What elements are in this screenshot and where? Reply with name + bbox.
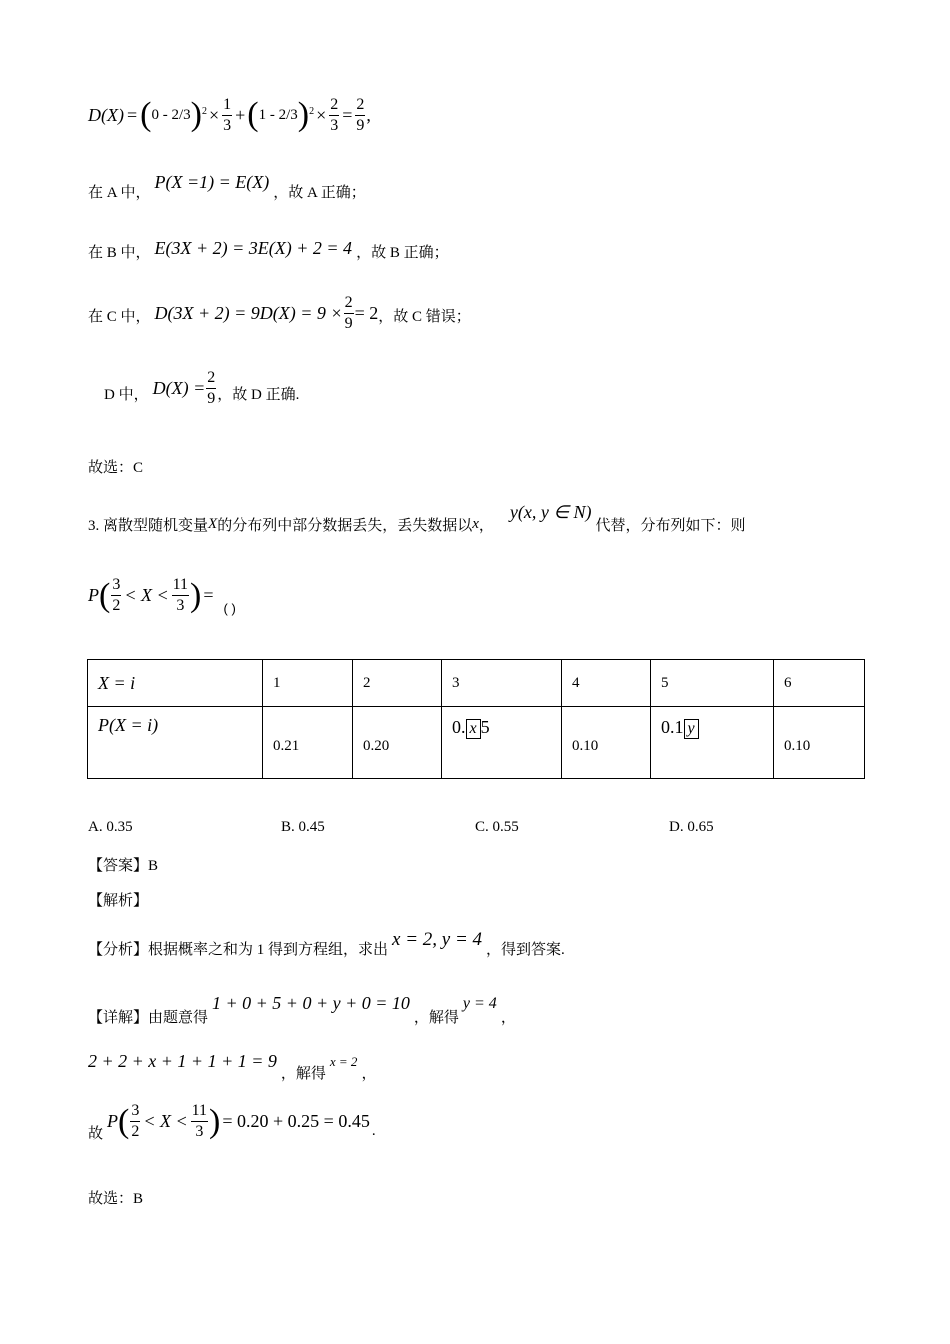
d-expr-left: D(X) = [152,378,206,398]
c-expr-right: = 2 [354,303,379,323]
eq2-expr2: x = 2 [329,1053,358,1069]
table-header-row [88,660,865,707]
answer-blank: ( ) [223,601,236,616]
final-rhs: = 0.20 + 0.25 = 0.45 [222,1111,370,1131]
c-frac: $\frac{2}{9}$ [344,294,353,332]
table-cell-x: 0. x 5 [442,707,562,779]
option-a-analysis: 在 A 中， P(X =1) = E(X) ，故 A 正确； [88,172,366,201]
table-cell-y: 0.1 y [651,707,774,779]
dx-term1: 0 - 2/3 [151,106,191,123]
xiangjie-line: 【详解】由题意得 1 + 0 + 5 + 0 + y + 0 = 10 ，解得 y = 4 ， [88,993,516,1026]
d-frac: $\frac{2}{9}$ [207,369,216,407]
missing-y-box: y [684,719,699,739]
option-a: A. 0.35 [88,819,133,835]
analysis-title: 【解析】 [88,893,149,909]
table-cell: 0.10 [774,707,865,779]
dx-exp2: 2 [309,105,315,117]
dx-exp1: 2 [201,105,207,117]
question-3-stem: 3. 离散型随机变量 X 的分布列中部分数据丢失，丢失数据以 x ， y(x, y ∈ N) 代替，分布列如下：则 [88,502,746,534]
dx-frac1: $\frac{1}{3}$ [223,95,232,134]
dx-result: $\frac{2}{9}$ [356,95,365,134]
table-cell: 0.20 [353,707,442,779]
option-c-analysis: 在 C 中， D(3X + 2) = 9D(X) = 9 × $\frac{2}{9}$ = 2 ，故 C 错误； [88,294,471,332]
q3-expr: y(x, y ∈ N) [509,502,592,522]
dx-equation: D(X) = ( 0 - 2/3 ) 2 × $\frac{1}{3}$ + ( 1 - 2/3 ) 2 × $\frac{2}{3}$ = $\frac{2}{9}$ , [88,95,371,134]
table-cell: 1 [263,660,353,707]
option-d-analysis: D 中， D(X) = $\frac{2}{9}$ ，故 D 正确. [104,369,300,407]
dx-lhs: D(X) [88,104,124,125]
a-expr: P(X =1) = E(X) [154,172,270,192]
fenxi-line: 【分析】根据概率之和为 1 得到方程组，求出 x = 2, y = 4 ，得到答案. [88,928,565,958]
eq2-expr: 2 + 2 + x + 1 + 1 + 1 = 9 [88,1051,277,1071]
table-cell: 6 [774,660,865,707]
dx-frac2: $\frac{2}{3}$ [330,95,339,134]
dx-term2: 1 - 2/3 [258,106,298,123]
header-label: X = i [98,672,136,693]
c-expr-left: D(3X + 2) = 9D(X) = 9 × [154,303,343,323]
table-cell: 2 [353,660,442,707]
option-c: C. 0.55 [475,819,519,835]
final-line: 故 P ( $\frac{3}{2}$ < X < $\frac{11}{3}$ ) = 0.20 + 0.25 = 0.45 . [88,1102,376,1142]
table-cell: 4 [562,660,651,707]
question-3-probability: P ( $\frac{3}{2}$ < X < $\frac{11}{3}$ ) = ( ) [88,576,236,616]
answer-label: 【答案】B [88,858,159,874]
table-prob-row [88,707,865,779]
missing-x-box: x [466,719,481,739]
choice-2: 故选：B [88,1191,144,1207]
option-d: D. 0.65 [669,819,714,835]
table-cell: 0.10 [562,707,651,779]
option-b: B. 0.45 [281,819,325,835]
table-cell: 5 [651,660,774,707]
xiangjie-expr2: y = 4 [462,994,497,1012]
row-label: P(X = i) [98,715,159,735]
table-cell: 3 [442,660,562,707]
eq2-line: 2 + 2 + x + 1 + 1 + 1 = 9 ，解得 x = 2 ， [88,1051,377,1082]
table-cell: 0.21 [263,707,353,779]
option-b-analysis: 在 B 中， E(3X + 2) = 3E(X) + 2 = 4 ，故 B 正确； [88,238,449,261]
distribution-table [87,659,865,779]
choice-1: 故选：C [88,460,144,476]
fenxi-expr: x = 2, y = 4 [392,928,483,950]
xiangjie-expr: 1 + 0 + 5 + 0 + y + 0 = 10 [212,993,410,1013]
b-expr: E(3X + 2) = 3E(X) + 2 = 4 [154,238,353,258]
